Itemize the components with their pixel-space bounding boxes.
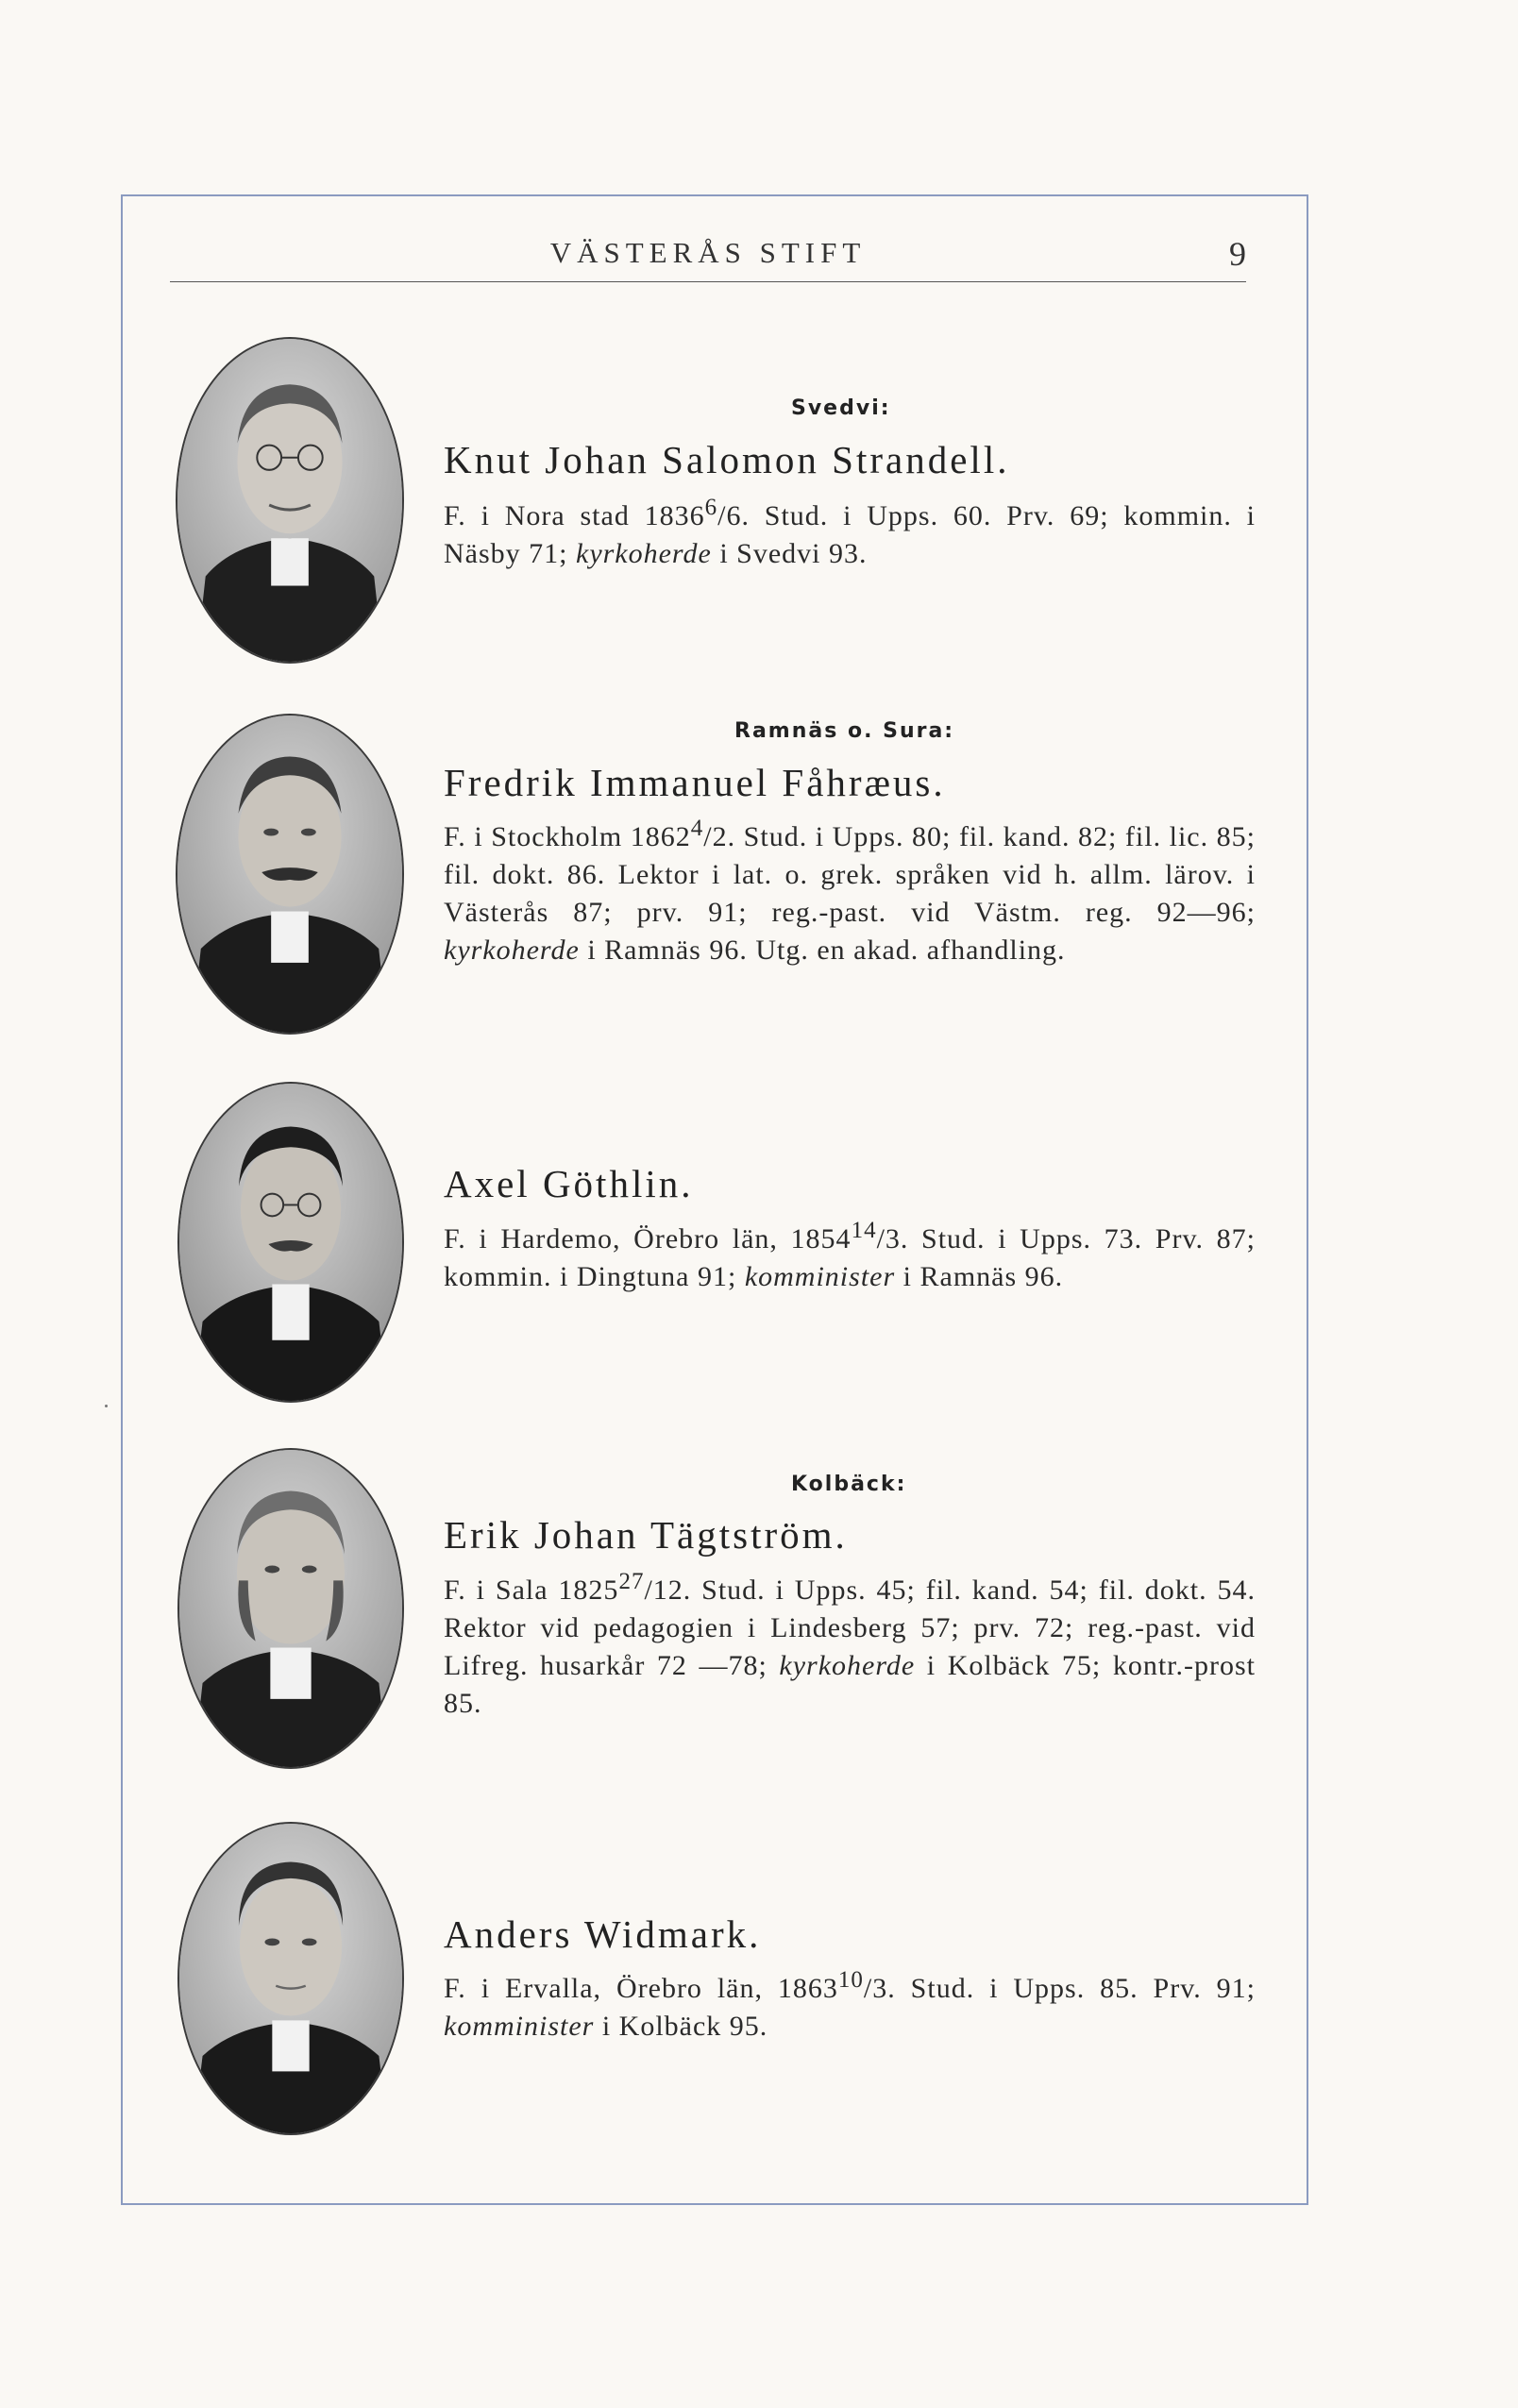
header-title: VÄSTERÅS STIFT xyxy=(549,236,867,269)
portrait-strandell-image xyxy=(177,339,402,662)
bio-title: komminister xyxy=(744,1261,896,1292)
birth-day: 6 xyxy=(704,495,718,520)
biography xyxy=(444,810,1256,969)
bio-title: kyrkoherde xyxy=(779,1650,916,1681)
portrait-strandell xyxy=(176,337,404,664)
page-number: 9 xyxy=(1229,235,1246,273)
parish-label: Kolbäck: xyxy=(791,1473,907,1496)
bio-text: i Ramnäs 96. Utg. en akad. afhandling. xyxy=(579,935,1066,966)
bio-text: /3. Stud. i Upps. 73. Prv. 87; kommin. i Dingtuna 91; xyxy=(444,1223,1256,1292)
birth-day: 10 xyxy=(837,1967,864,1993)
bio-text: F. i Stockholm 1862 xyxy=(444,821,691,852)
portrait-tagtstrom-image xyxy=(179,1450,402,1767)
running-header xyxy=(170,236,1246,282)
bio-text: i Ramnäs 96. xyxy=(895,1261,1064,1292)
biography xyxy=(444,1212,1256,1296)
biography xyxy=(444,1962,1256,2046)
person-name: Erik Johan Tägtström. xyxy=(444,1513,848,1557)
person-name: Knut Johan Salomon Strandell. xyxy=(444,438,1010,481)
birth-day: 14 xyxy=(851,1218,877,1243)
portrait-fahraeus xyxy=(176,714,404,1035)
bio-title: kyrkoherde xyxy=(444,935,580,966)
bio-text: i Svedvi 93. xyxy=(711,538,868,569)
person-name: Anders Widmark. xyxy=(444,1912,762,1956)
bio-text: /6. Stud. i Upps. 60. Prv. 69; kommin. i Näsby 71; xyxy=(444,500,1256,569)
portrait-gothlin xyxy=(177,1082,404,1403)
parish-label: Svedvi: xyxy=(791,396,891,420)
birth-day: 27 xyxy=(618,1569,645,1594)
bio-text: F. i Sala 1825 xyxy=(444,1574,619,1606)
parish-label: Ramnäs o. Sura: xyxy=(734,719,955,743)
bio-text: i Kolbäck 95. xyxy=(594,2011,768,2042)
paper-speck xyxy=(105,1405,108,1407)
person-name: Fredrik Immanuel Fåhræus. xyxy=(444,761,946,804)
bio-text: /12. Stud. i Upps. 45; fil. kand. 54; fil. dokt. 54. Rektor vid pedagogien i Lindesberg 57; prv. 72; reg.-past. vid Lifreg. husarkår 72 —78; xyxy=(444,1574,1256,1681)
bio-text: i Kolbäck 75; kontr.-prost 85. xyxy=(444,1650,1256,1719)
birth-day: 4 xyxy=(690,816,704,841)
bio-title: kyrkoherde xyxy=(576,538,712,569)
portrait-widmark-image xyxy=(179,1824,402,2133)
bio-text: /2. Stud. i Upps. 80; fil. kand. 82; fil. lic. 85; fil. dokt. 86. Lektor i lat. o. grek. språken vid h. allm. lärov. i Västerås 87; prv. 91; reg.-past. vid Västm. reg. 92—96; xyxy=(444,821,1257,928)
bio-title: komminister xyxy=(444,2011,595,2042)
portrait-widmark xyxy=(177,1822,404,2135)
bio-text: F. i Ervalla, Örebro län, 1863 xyxy=(444,1973,838,2004)
person-name: Axel Göthlin. xyxy=(444,1162,694,1205)
bio-text: F. i Nora stad 1836 xyxy=(444,500,705,531)
portrait-gothlin-image xyxy=(179,1084,402,1401)
bio-text: /3. Stud. i Upps. 85. Prv. 91; xyxy=(863,1973,1256,2004)
biography xyxy=(444,489,1256,573)
portrait-tagtstrom xyxy=(177,1448,404,1769)
portrait-fahraeus-image xyxy=(177,716,402,1033)
bio-text: F. i Hardemo, Örebro län, 1854 xyxy=(444,1223,852,1255)
biography xyxy=(444,1563,1256,1723)
